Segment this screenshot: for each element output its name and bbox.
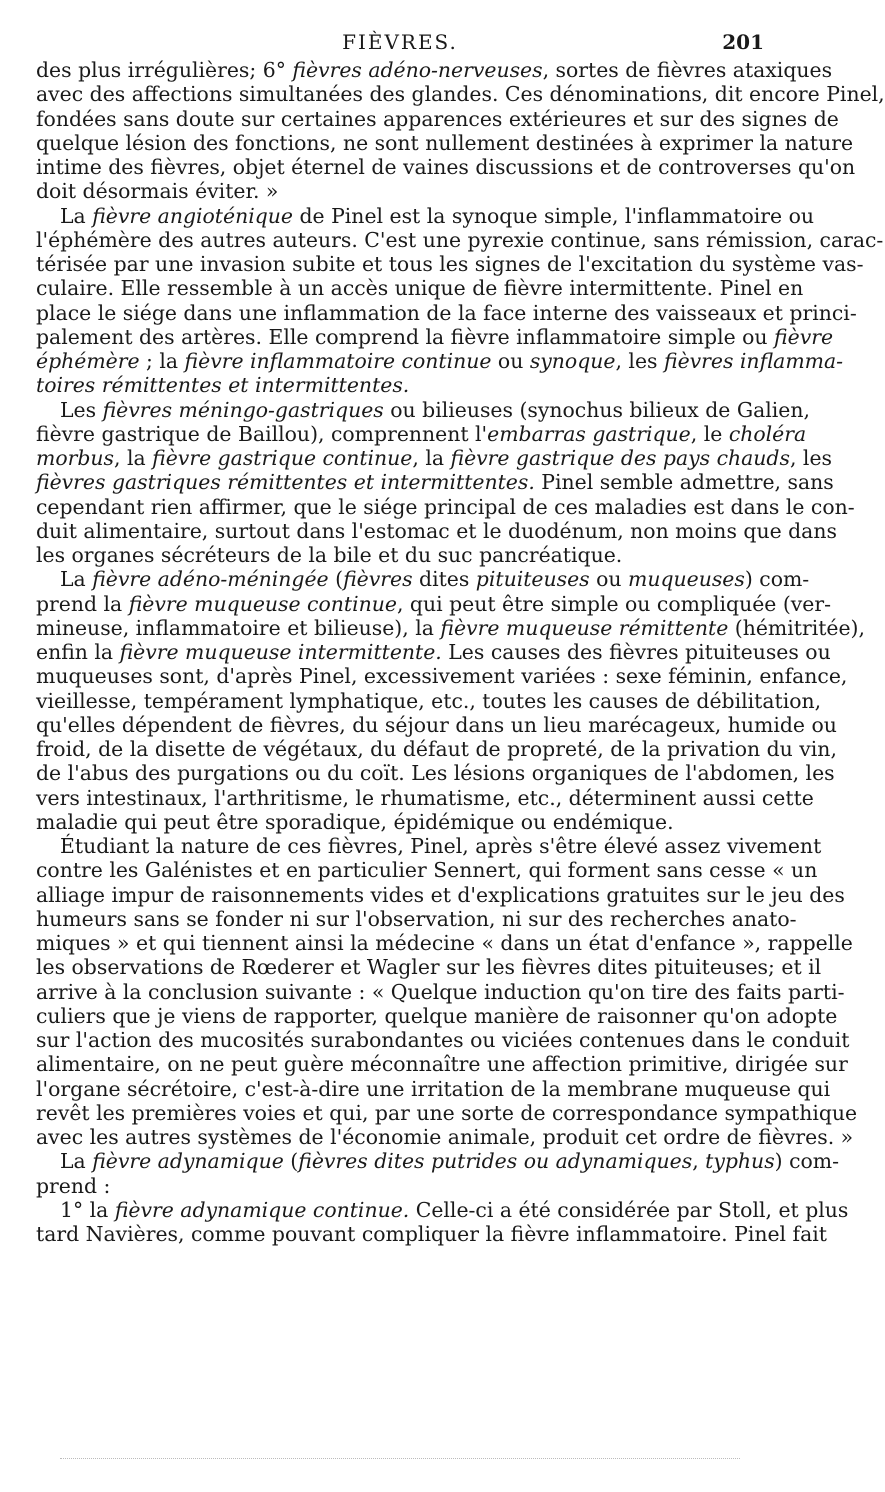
text-line: duit alimentaire, surtout dans l'estomac et le duodénum, non moins que dans: [36, 518, 837, 543]
text-line: humeurs sans se fonder ni sur l'observation, ni sur des recherches anato-: [36, 906, 797, 931]
text-line: arrive à la conclusion suivante : « Quelque induction qu'on tire des faits parti-: [36, 979, 845, 1004]
running-title: FIÈVRES.: [342, 30, 458, 54]
text-line: fièvres gastriques rémittentes et intermittentes. Pinel semble admettre, sans: [36, 470, 834, 495]
paragraph: [36, 834, 858, 1149]
text-line: avec les autres systèmes de l'économie animale, produit cet ordre de fièvres. »: [36, 1125, 854, 1149]
text-line: cependant rien affirmer, que le siége principal de ces maladies est dans le con-: [36, 494, 855, 519]
body-text: [36, 58, 885, 1246]
paragraph: [36, 397, 855, 568]
text-line: qu'elles dépendent de fièvres, du séjour dans un lieu marécageux, humide ou: [36, 712, 837, 737]
text-line: contre les Galénistes et en particulier Sennert, qui forment sans cesse « un: [36, 858, 818, 883]
text-line: La fièvre adéno-méningée (fièvres dites pituiteuses ou muqueuses) com-: [60, 567, 810, 592]
text-line: vieillesse, tempérament lymphatique, etc., toutes les causes de débilitation,: [36, 688, 822, 713]
text-line: miques » et qui tiennent ainsi la médecine « dans un état d'enfance », rappelle: [36, 931, 853, 955]
text-line: les organes sécréteurs de la bile et du suc pancréatique.: [36, 543, 623, 567]
text-line: Les fièvres méningo-gastriques ou bilieuses (synochus bilieux de Galien,: [60, 397, 810, 422]
text-line: muqueuses sont, d'après Pinel, excessivement variées : sexe féminin, enfance,: [36, 664, 848, 689]
text-line: des plus irrégulières; 6° fièvres adéno-nerveuses, sortes de fièvres ataxiques: [36, 58, 833, 82]
text-line: maladie qui peut être sporadique, épidémique ou endémique.: [36, 809, 674, 834]
text-line: alimentaire, on ne peut guère méconnaître une affection primitive, dirigée sur: [36, 1052, 848, 1077]
text-line: de l'abus des purgations ou du coït. Les lésions organiques de l'abdomen, les: [36, 761, 835, 786]
text-line: quelque lésion des fonctions, ne sont nullement destinées à exprimer la nature: [36, 130, 854, 155]
text-line: éphémère ; la fièvre inflammatoire continue ou synoque, les fièvres inflamma-: [36, 349, 844, 373]
text-line: prend :: [36, 1173, 111, 1198]
text-line: prend la fièvre muqueuse continue, qui peut être simple ou compliquée (ver-: [36, 591, 832, 616]
text-line: térisée par une invasion subite et tous les signes de l'excitation du système vas-: [36, 252, 864, 276]
text-line: 1° la fièvre adynamique continue. Celle-ci a été considérée par Stoll, et plus: [60, 1197, 849, 1222]
paragraph: [36, 1197, 849, 1247]
text-line: doit désormais éviter. »: [36, 179, 279, 204]
text-line: vers intestinaux, l'arthritisme, le rhumatisme, etc., déterminent aussi cette: [36, 785, 814, 810]
text-line: intime des fièvres, objet éternel de vaines discussions et de controverses qu'on: [36, 155, 856, 179]
text-line: fondées sans doute sur certaines apparences extérieures et sur des signes de: [36, 106, 839, 131]
text-line: palement des artères. Elle comprend la fièvre inflammatoire simple ou fièvre: [36, 324, 834, 349]
page-number: 201: [722, 30, 764, 54]
text-line: sur l'action des mucosités surabondantes ou viciées contenues dans le conduit: [36, 1028, 850, 1052]
text-line: tard Navières, comme pouvant compliquer la fièvre inflammatoire. Pinel fait: [36, 1222, 827, 1246]
text-line: froid, de la disette de végétaux, du défaut de propreté, de la privation du vin,: [36, 737, 837, 761]
text-line: enfin la fièvre muqueuse intermittente. Les causes des fièvres pituiteuses ou: [36, 640, 831, 664]
footer-rule: [60, 1458, 740, 1459]
text-line: l'organe sécrétoire, c'est-à-dire une irritation de la membrane muqueuse qui: [36, 1076, 831, 1101]
text-line: l'éphémère des autres auteurs. C'est une pyrexie continue, sans rémission, carac-: [36, 227, 884, 252]
paragraph: [36, 1149, 840, 1198]
paragraph: [36, 203, 884, 398]
text-line: fièvre gastrique de Baillou), comprennent l'embarras gastrique, le choléra: [36, 421, 807, 446]
text-line: culaire. Elle ressemble à un accès unique de fièvre intermittente. Pinel en: [36, 276, 804, 301]
text-line: revêt les premières voies et qui, par une sorte de correspondance sympathique: [36, 1100, 858, 1125]
text-line: Étudiant la nature de ces fièvres, Pinel, après s'être élevé assez vivement: [60, 834, 822, 858]
text-line: les observations de Rœderer et Wagler sur les fièvres dites pituiteuses; et il: [36, 955, 822, 980]
text-line: alliage impur de raisonnements vides et d'explications gratuites sur le jeu des: [36, 882, 845, 907]
text-line: toires rémittentes et intermittentes.: [36, 373, 410, 398]
text-line: La fièvre angioténique de Pinel est la synoque simple, l'inflammatoire ou: [60, 203, 814, 228]
text-line: La fièvre adynamique (fièvres dites putrides ou adynamiques, typhus) com-: [60, 1149, 840, 1174]
text-line: morbus, la fièvre gastrique continue, la fièvre gastrique des pays chauds, les: [36, 446, 832, 470]
text-line: avec des affections simultanées des glandes. Ces dénominations, dit encore Pinel,: [36, 82, 885, 107]
page-header: [36, 30, 764, 56]
text-line: culiers que je viens de rapporter, quelque manière de raisonner qu'on adopte: [36, 1003, 838, 1028]
paragraph: [36, 58, 885, 204]
paragraph: [36, 567, 865, 834]
text-line: mineuse, inflammatoire et bilieuse), la fièvre muqueuse rémittente (hémitritée),: [36, 615, 865, 640]
text-line: place le siége dans une inflammation de la face interne des vaisseaux et princi-: [36, 300, 857, 325]
